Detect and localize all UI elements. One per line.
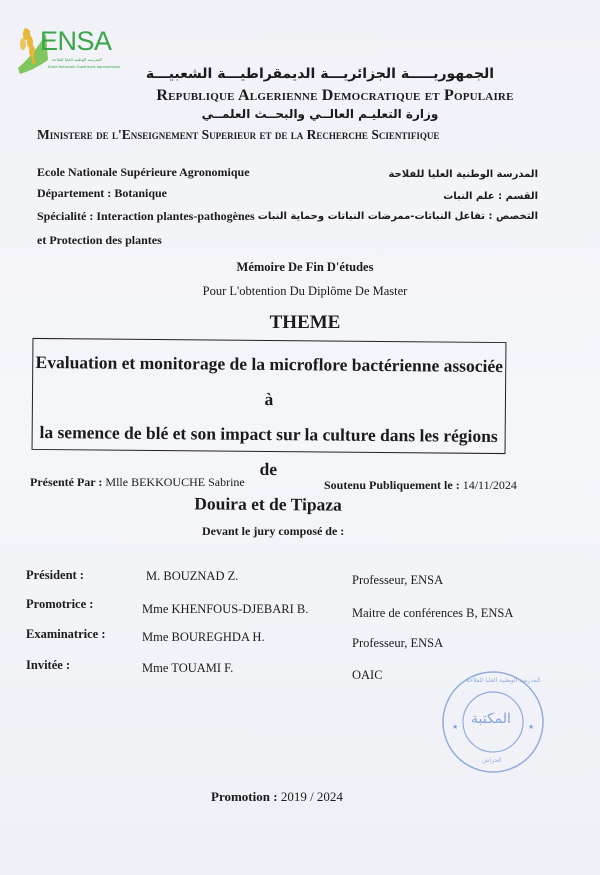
department-ar: القسم : علم النبات bbox=[443, 191, 538, 202]
jury-title: Maitre de conférences B, ENSA bbox=[352, 606, 514, 620]
jury-role: Examinatrice : bbox=[26, 627, 106, 641]
theme-label: THEME bbox=[269, 312, 341, 333]
thesis-title-line-3: Douira et de Tipaza bbox=[194, 493, 342, 515]
thesis-title bbox=[32, 345, 506, 524]
promotion-label: Promotion : bbox=[211, 789, 278, 804]
jury-role: Promotrice : bbox=[26, 597, 94, 611]
thesis-title-line-2: la semence de blé et son impact sur la culture dans les régions de bbox=[39, 421, 498, 480]
promotion-value: 2019 / 2024 bbox=[280, 789, 343, 804]
department-fr bbox=[37, 186, 167, 201]
jury-role: Président : bbox=[26, 568, 84, 582]
library-stamp bbox=[438, 667, 548, 777]
memoire-subheading: Pour L'obtention Du Diplôme De Master bbox=[202, 284, 408, 298]
stamp-ring-text: المدرسة الوطنية العليا للفلاحة bbox=[466, 677, 541, 684]
defended-on bbox=[324, 478, 517, 493]
specialty-fr bbox=[37, 209, 255, 224]
school-ar: المدرسة الوطنية العليا للفلاحة bbox=[388, 169, 538, 180]
memoire-heading: Mémoire De Fin D'études bbox=[236, 260, 374, 274]
logo-wordmark: ENSA bbox=[40, 26, 112, 56]
department-value: Botanique bbox=[114, 186, 167, 200]
republic-ar: الجمهوريـــــة الجزائريـــة الديمقراطيـــة الشعبيـــة bbox=[145, 66, 495, 82]
republic-fr: Republique Algerienne Democratique et Populaire bbox=[156, 87, 514, 104]
jury-name: Mme KHENFOUS-DJEBARI B. bbox=[142, 602, 309, 616]
jury-name: Mme BOUREGHDA H. bbox=[142, 630, 265, 644]
svg-text:★: ★ bbox=[528, 723, 535, 731]
jury-title: Professeur, ENSA bbox=[352, 573, 444, 587]
department-label: Département : bbox=[37, 186, 112, 200]
logo-subtitle-ar: المدرسة الوطنية العليا للفلاحة bbox=[52, 57, 102, 62]
presented-value: Mlle BEKKOUCHE Sabrine bbox=[105, 475, 245, 489]
thesis-title-line-1: Evaluation et monitorage de la microflore bactérienne associée à bbox=[35, 351, 504, 410]
stamp-center-text: المكتبة bbox=[471, 711, 511, 727]
jury-heading: Devant le jury composé de : bbox=[202, 524, 345, 538]
specialty-ar: التخصص : تفاعل النباتات-ممرضات النباتات وحماية النبات bbox=[257, 211, 538, 222]
jury-name: Mme TOUAMI F. bbox=[142, 661, 234, 675]
presented-label: Présenté Par : bbox=[30, 475, 103, 489]
ministry-ar: وزارة التعليـم العالــي والبحــث العلمــي bbox=[201, 107, 439, 121]
specialty-label: Spécialité : bbox=[37, 209, 94, 223]
jury-role: Invitée : bbox=[26, 658, 71, 672]
stamp-bottom-text: الحراش bbox=[482, 757, 502, 764]
school-fr: Ecole Nationale Supérieure Agronomique bbox=[37, 165, 250, 179]
presented-by bbox=[30, 475, 245, 490]
jury-title: Professeur, ENSA bbox=[352, 636, 444, 650]
specialty-value: Interaction plantes-pathogènes bbox=[96, 209, 255, 223]
logo-subtitle-fr: Ecole Nationale Supérieure Agronomique bbox=[48, 65, 121, 69]
ministry-fr: Ministere de l'Enseignement Superieur et de la Recherche Scientifique bbox=[37, 127, 440, 142]
promotion bbox=[211, 789, 343, 805]
jury-name: M. BOUZNAD Z. bbox=[146, 569, 239, 583]
svg-text:★: ★ bbox=[452, 723, 459, 731]
specialty-fr-cont: et Protection des plantes bbox=[37, 233, 162, 247]
defended-label: Soutenu Publiquement le : bbox=[324, 478, 460, 492]
jury-title: OAIC bbox=[352, 668, 383, 682]
defended-value: 14/11/2024 bbox=[462, 478, 517, 492]
